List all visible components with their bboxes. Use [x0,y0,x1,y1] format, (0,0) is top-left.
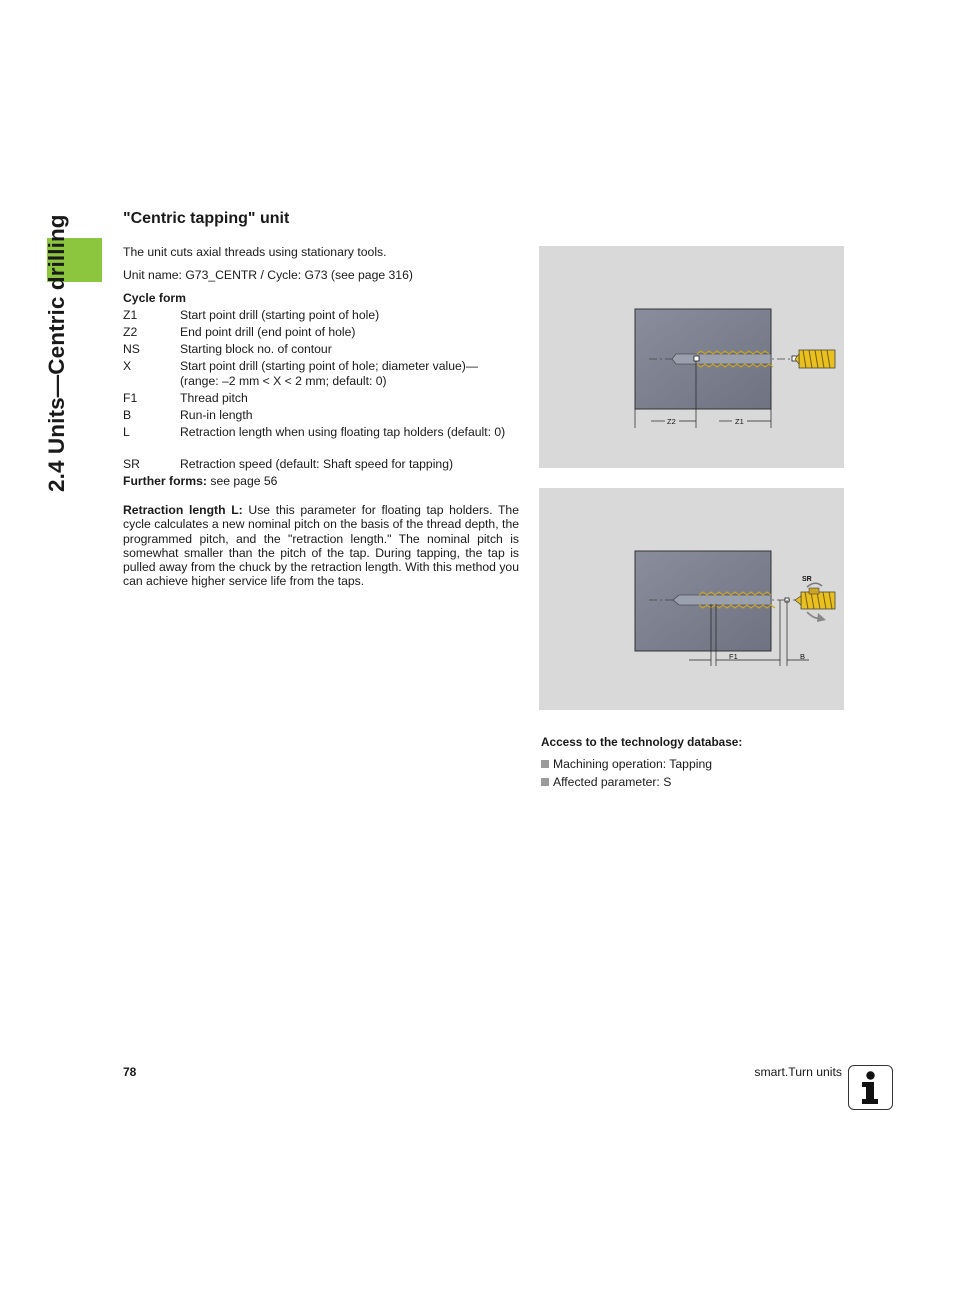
section-heading: "Centric tapping" unit [123,210,290,227]
param-desc: Start point drill (starting point of hole) [180,308,380,322]
list-item [541,775,671,789]
cycle-form-title: Cycle form [123,291,186,305]
label-z2: Z2 [667,417,676,426]
label-f1: F1 [729,652,738,661]
square-bullet-icon [541,778,549,786]
page-number: 78 [123,1065,137,1079]
tap-tool-icon [795,350,835,368]
param-desc: End point drill (end point of hole) [180,325,356,339]
param-key: L [123,425,130,439]
retraction-label: Retraction length L: [123,503,243,517]
drilled-hole [673,595,771,605]
param-desc: Starting block no. of contour [180,342,332,356]
info-icon [848,1065,893,1110]
param-key: B [123,408,132,422]
param-key: Z1 [123,308,138,322]
retraction-text: Use this parameter for floating tap holders. The cycle calculates a new nominal pitch on the basis of the thread depth, the programmed pitch, and the "retraction length." The nominal pitch is somewhat smaller than the pitch of the tap. During tapping, the tap is pulled away from the chuck by the retraction length. With this method you can achieve higher service life from the taps. [123,503,519,589]
footer-chapter-title: smart.Turn units [754,1065,842,1079]
intro-text: The unit cuts axial threads using stationary tools. [123,245,387,259]
param-key: F1 [123,391,138,405]
list-item-text: Machining operation: Tapping [553,757,713,771]
param-key: SR [123,457,140,471]
square-bullet-icon [541,760,549,768]
chapter-side-title: 2.4 Units—Centric drilling [44,214,69,492]
list-item-text: Affected parameter: S [553,775,672,789]
start-point-marker [694,356,699,361]
label-z1: Z1 [735,417,744,426]
param-desc: Retraction length when using floating tap holders (default: 0) [180,425,506,439]
param-desc: Start point drill (starting point of hole; diameter value)—(range: –2 mm < X < 2 mm; default: 0) [180,359,479,388]
label-b: B [800,652,806,661]
figure-tapping-z1-z2 [539,246,844,468]
param-key: NS [123,342,140,356]
further-forms [123,474,277,488]
label-sr: SR [802,576,812,583]
list-item [541,757,712,771]
further-forms-link[interactable]: see page 56 [206,474,278,488]
further-forms-label: Further forms: [123,474,207,488]
param-desc: Thread pitch [180,391,248,405]
tapping-diagram-1 [539,246,844,468]
tap-tool-icon [795,588,835,609]
param-key: X [123,359,132,373]
param-desc: Retraction speed (default: Shaft speed for tapping) [180,457,454,471]
unit-name-text: Unit name: G73_CENTR / Cycle: G73 (see page 316) [123,268,413,282]
retraction-paragraph [123,503,519,589]
access-heading: Access to the technology database: [541,735,743,749]
param-desc: Run-in length [180,408,253,422]
tapping-diagram-2 [539,488,844,710]
figure-tapping-f1-b-sr [539,488,844,710]
drilled-hole [672,354,771,364]
param-key: Z2 [123,325,138,339]
